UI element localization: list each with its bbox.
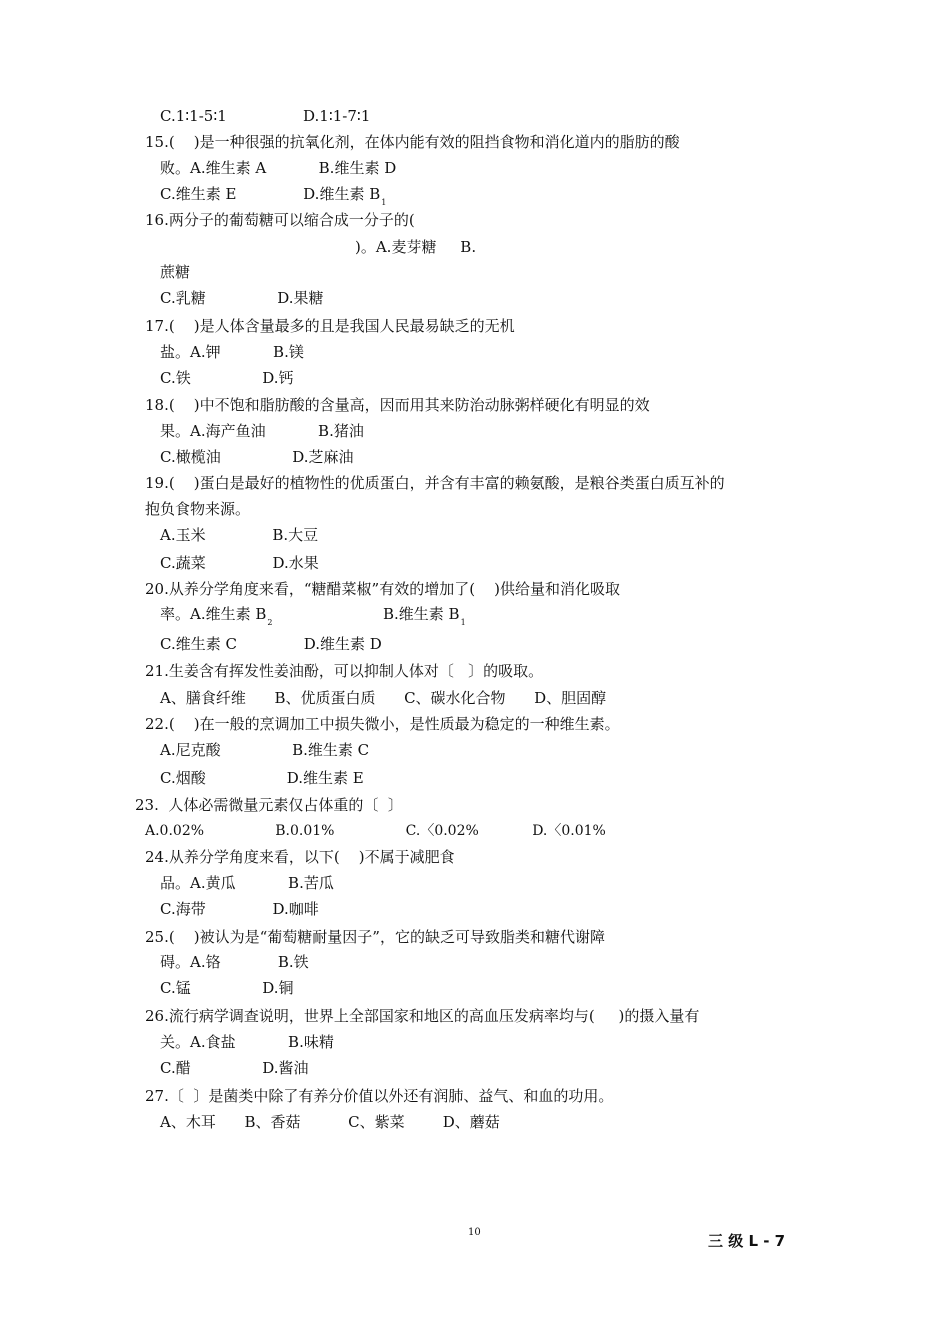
question-21: 21.生姜含有挥发性姜油酚，可以抑制人体对〔 〕的吸取。 xyxy=(145,662,544,680)
subscript: 2 xyxy=(267,618,273,627)
text-line: 蔗糖 xyxy=(160,263,191,281)
text-line: C.烟酸 D.维生素 E xyxy=(160,769,364,787)
text-line: 盐。A.钾 B.镁 xyxy=(160,343,304,361)
text-line: A.0.02% B.0.01% C.〈0.02% D.〈0.01% xyxy=(145,823,606,839)
question-25: 25.( )被认为是“葡萄糖耐量因子”，它的缺乏可导致脂类和糖代谢障 xyxy=(145,928,605,946)
question-19: 19.( )蛋白是最好的植物性的优质蛋白，并含有丰富的赖氨酸，是粮谷类蛋白质互补的 xyxy=(145,474,725,492)
text-line: C.乳糖 D.果糖 xyxy=(160,289,324,307)
text-line xyxy=(160,605,273,632)
text-line: A、木耳 B、香菇 C、紫菜 D、蘑菇 xyxy=(160,1113,500,1131)
question-26: 26.流行病学调查说明，世界上全部国家和地区的高血压发病率均与( )的摄入量有 xyxy=(145,1007,700,1025)
text-line: C.橄榄油 D.芝麻油 xyxy=(160,448,354,466)
text-line: 关。A.食盐 B.味精 xyxy=(160,1033,334,1051)
footer-code: 三 级 L - 7 xyxy=(708,1232,786,1250)
text-line: C.锰 D.铜 xyxy=(160,979,294,997)
text-line: A、膳食纤维 B、优质蛋白质 C、碳水化合物 D、胆固醇 xyxy=(160,689,607,707)
question-27: 27.〔 〕是菌类中除了有养分价值以外还有润肺、益气、和血的功用。 xyxy=(145,1087,614,1105)
question-22: 22.( )在一般的烹调加工中损失微小，是性质最为稳定的一种维生素。 xyxy=(145,715,620,733)
text-line: C.维生素 C D.维生素 D xyxy=(160,635,382,653)
text-line: C.铁 D.钙 xyxy=(160,369,294,387)
text-line: C.海带 D.咖啡 xyxy=(160,900,319,918)
text-line: A.尼克酸 B.维生素 C xyxy=(160,741,370,759)
text-line: 果。A.海产鱼油 B.猪油 xyxy=(160,422,364,440)
option-text: B.维生素 B xyxy=(383,605,460,623)
question-15: 15.( )是一种很强的抗氧化剂，在体内能有效的阻挡食物和消化道内的脂肪的酸 xyxy=(145,133,680,151)
question-23: 23. 人体必需微量元素仅占体重的〔 〕 xyxy=(135,796,403,814)
text-line: 品。A.黄瓜 B.苦瓜 xyxy=(160,874,334,892)
text-line xyxy=(383,605,466,632)
text-line: C.醋 D.酱油 xyxy=(160,1059,309,1077)
text-line: )。A.麦芽糖 B. xyxy=(355,238,477,256)
question-16: 16.两分子的葡萄糖可以缩合成一分子的( xyxy=(145,211,415,229)
text-line: 碍。A.铬 B.铁 xyxy=(160,953,309,971)
text-line: A.玉米 B.大豆 xyxy=(160,526,319,544)
option-text: 率。A.维生素 B xyxy=(160,605,267,623)
text-line: 败。A.维生素 A B.维生素 D xyxy=(160,159,397,177)
text-line: C.蔬菜 D.水果 xyxy=(160,554,319,572)
text-line xyxy=(160,185,386,212)
option-text: C.维生素 E D.维生素 B xyxy=(160,185,381,203)
subscript: 1 xyxy=(381,198,387,207)
text-line: C.1∶1-5∶1 D.1∶1-7∶1 xyxy=(160,107,371,125)
page-number: 10 xyxy=(468,1227,481,1238)
question-24: 24.从养分学角度来看，以下( )不属于减肥食 xyxy=(145,848,455,866)
question-17: 17.( )是人体含量最多的且是我国人民最易缺乏的无机 xyxy=(145,317,515,335)
subscript: 1 xyxy=(460,618,466,627)
question-18: 18.( )中不饱和脂肪酸的含量高，因而用其来防治动脉粥样硬化有明显的效 xyxy=(145,396,650,414)
question-20: 20.从养分学角度来看，“糖醋菜椒”有效的增加了( )供给量和消化吸取 xyxy=(145,580,620,598)
text-line: 抱负食物来源。 xyxy=(145,500,251,518)
